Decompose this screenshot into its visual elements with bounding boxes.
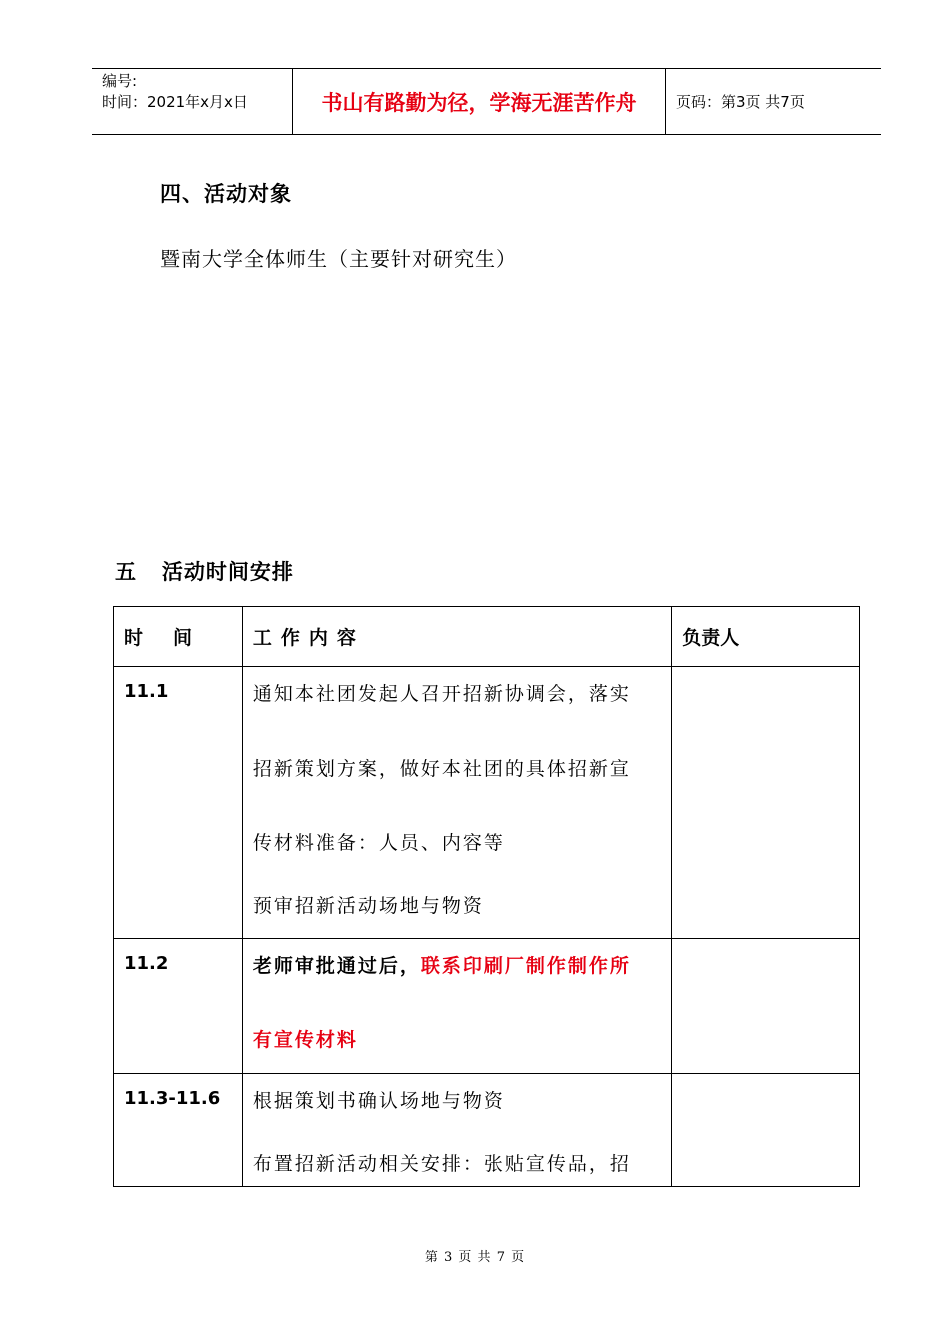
row1-line-1: 通知本社团发起人召开招新协调会，落实 (252, 683, 631, 705)
row1-line-3: 传材料准备：人员、内容等 (252, 832, 505, 854)
table-header-content: 工作内容 (242, 607, 671, 667)
header-motto: 书山有路勤为径，学海无涯苦作舟 (293, 69, 666, 134)
row1-line-2: 招新策划方案，做好本社团的具体招新宣 (252, 758, 631, 780)
page-footer: 第 3 页 共 7 页 (424, 1250, 526, 1265)
row1-line-4: 预审招新活动场地与物资 (252, 895, 484, 917)
header-page-info: 页码：第3页 共7页 (676, 93, 805, 111)
table-row (114, 667, 860, 939)
row2-red-text-2: 有宣传材料 (252, 1029, 358, 1051)
table-row (114, 939, 860, 1074)
section4-body: 暨南大学全体师生（主要针对研究生） (160, 247, 517, 271)
row3-content-cell (242, 1074, 671, 1187)
row1-content-cell (242, 667, 671, 939)
row3-line-2: 布置招新活动相关安排：张贴宣传品，招 (252, 1153, 631, 1175)
table-header-row (114, 607, 860, 667)
row2-black-text: 老师审批通过后， (252, 955, 421, 977)
header-time-label: 时间：2021年x月x日 (102, 93, 248, 111)
table-header-owner: 负责人 (672, 607, 860, 667)
row2-content-cell (242, 939, 671, 1074)
row2-time-cell: 11.2 (114, 939, 243, 1074)
row3-time-cell: 11.3-11.6 (114, 1074, 243, 1187)
schedule-table (113, 606, 860, 1187)
row2-red-text-1: 联系印刷厂制作制作所 (420, 955, 631, 977)
row1-owner-cell (672, 667, 860, 939)
row2-owner-cell (672, 939, 860, 1074)
row1-time-cell: 11.1 (114, 667, 243, 939)
header-meta (92, 69, 293, 134)
row2-line-1 (253, 955, 661, 977)
row3-line-1: 根据策划书确认场地与物资 (252, 1090, 505, 1112)
table-header-time: 时间 (114, 607, 243, 667)
table-row (114, 1074, 860, 1187)
row3-owner-cell (672, 1074, 860, 1187)
header-number-label: 编号: (102, 72, 138, 90)
section4-heading: 四、活动对象 (160, 182, 292, 206)
page-header (92, 68, 881, 135)
section5-heading: 五 活动时间安排 (115, 560, 294, 584)
